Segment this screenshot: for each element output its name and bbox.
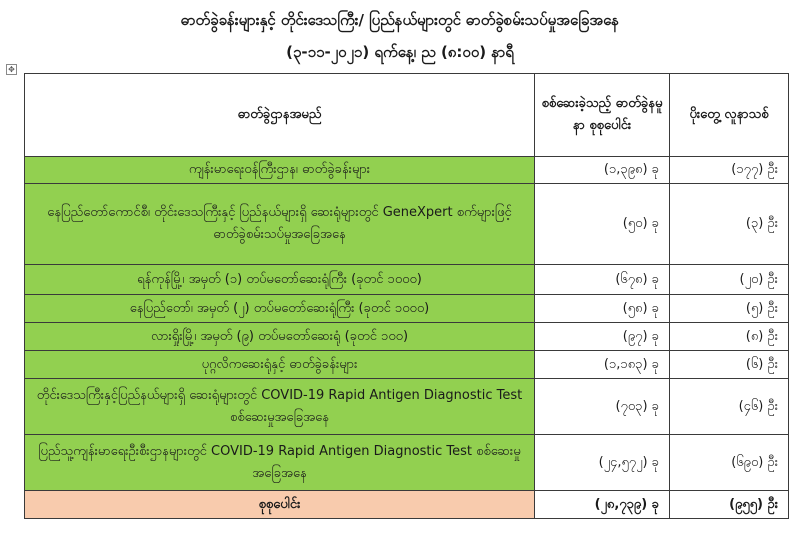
table-row xyxy=(25,379,789,435)
positive-count-cell: (၃) ဦး xyxy=(670,184,789,265)
page-subtitle-datetime: (၃-၁၁-၂၀၂၁) ရက်နေ့၊ ည (၈:၀၀) နာရီ xyxy=(286,43,514,61)
table-header-row xyxy=(25,74,789,157)
total-label-cell: စုစုပေါင်း xyxy=(25,491,535,519)
table-row xyxy=(25,157,789,184)
lab-name-cell: ပုဂ္ဂလိကဆေးရုံနှင့် ဓာတ်ခွဲခန်းများ xyxy=(25,351,535,379)
lab-name-cell: ပြည်သူ့ကျန်းမာရေးဦးစီးဌာနများတွင် COVID-19 Rapid Antigen Diagnostic Test စစ်ဆေးမှုအခြေအနေ xyxy=(25,435,535,491)
lab-testing-table xyxy=(24,73,789,519)
positive-count-cell: (၄၆) ဦး xyxy=(670,379,789,435)
table-row xyxy=(25,295,789,323)
positive-count-cell: (၁၇၇) ဦး xyxy=(670,157,789,184)
table-row xyxy=(25,435,789,491)
total-positive-cell: (၉၅၅) ဦး xyxy=(670,491,789,519)
positive-count-cell: (၆၉၀) ဦး xyxy=(670,435,789,491)
tested-count-cell: (၇၀၃) ခု xyxy=(535,379,670,435)
lab-name-cell: နေပြည်တော်ကောင်စီ၊ တိုင်းဒေသကြီးနှင့် ပြည်နယ်များရှိ ဆေးရုံများတွင် GeneXpert စက်များဖြင့် ဓာတ်ခွဲစမ်းသပ်မှုအခြေအနေ xyxy=(25,184,535,265)
lab-name-cell: ကျန်းမာရေးဝန်ကြီးဌာန၊ ဓာတ်ခွဲခန်းများ xyxy=(25,157,535,184)
lab-name-cell: ရန်ကုန်မြို့၊ အမှတ် (၁) တပ်မတော်ဆေးရုံကြီး (ခုတင် ၁၀၀၀) xyxy=(25,265,535,295)
column-header-lab-name: ဓာတ်ခွဲဌာနအမည် xyxy=(25,74,535,157)
tested-count-cell: (၅၀) ခု xyxy=(535,184,670,265)
positive-count-cell: (၅) ဦး xyxy=(670,295,789,323)
tested-count-cell: (၁,၃၉၈) ခု xyxy=(535,157,670,184)
table-move-handle-icon[interactable]: ✥ xyxy=(6,64,17,75)
lab-name-cell: တိုင်းဒေသကြီးနှင့်ပြည်နယ်များရှိ ဆေးရုံများတွင် COVID-19 Rapid Antigen Diagnostic Test စစ်ဆေးမှုအခြေအနေ xyxy=(25,379,535,435)
table-row xyxy=(25,323,789,351)
column-header-tested-total: စစ်ဆေးခဲ့သည့် ဓာတ်ခွဲနမူနာ စုစုပေါင်း xyxy=(535,74,670,157)
tested-count-cell: (၁,၁၈၃) ခု xyxy=(535,351,670,379)
table-row xyxy=(25,265,789,295)
tested-count-cell: (၂၄,၅၇၂) ခု xyxy=(535,435,670,491)
lab-name-cell: နေပြည်တော်၊ အမှတ် (၂) တပ်မတော်ဆေးရုံကြီး (ခုတင် ၁၀၀၀) xyxy=(25,295,535,323)
positive-count-cell: (၈) ဦး xyxy=(670,323,789,351)
total-tested-cell: (၂၈,၇၃၉) ခု xyxy=(535,491,670,519)
page-title: ဓာတ်ခွဲခန်းများနှင့် တိုင်းဒေသကြီး/ ပြည်နယ်များတွင် ဓာတ်ခွဲစမ်းသပ်မှုအခြေအနေ xyxy=(180,11,620,29)
positive-count-cell: (၂၀) ဦး xyxy=(670,265,789,295)
lab-name-cell: လားရှိုးမြို့၊ အမှတ် (၉) တပ်မတော်ဆေးရုံ (ခုတင် ၁၀၀) xyxy=(25,323,535,351)
table-total-row xyxy=(25,491,789,519)
table-row xyxy=(25,184,789,265)
table-row xyxy=(25,351,789,379)
tested-count-cell: (၉၇) ခု xyxy=(535,323,670,351)
positive-count-cell: (၆) ဦး xyxy=(670,351,789,379)
column-header-new-positive: ပိုးတွေ့ လူနာသစ် xyxy=(670,74,789,157)
tested-count-cell: (၆၇၈) ခု xyxy=(535,265,670,295)
tested-count-cell: (၅၈) ခု xyxy=(535,295,670,323)
